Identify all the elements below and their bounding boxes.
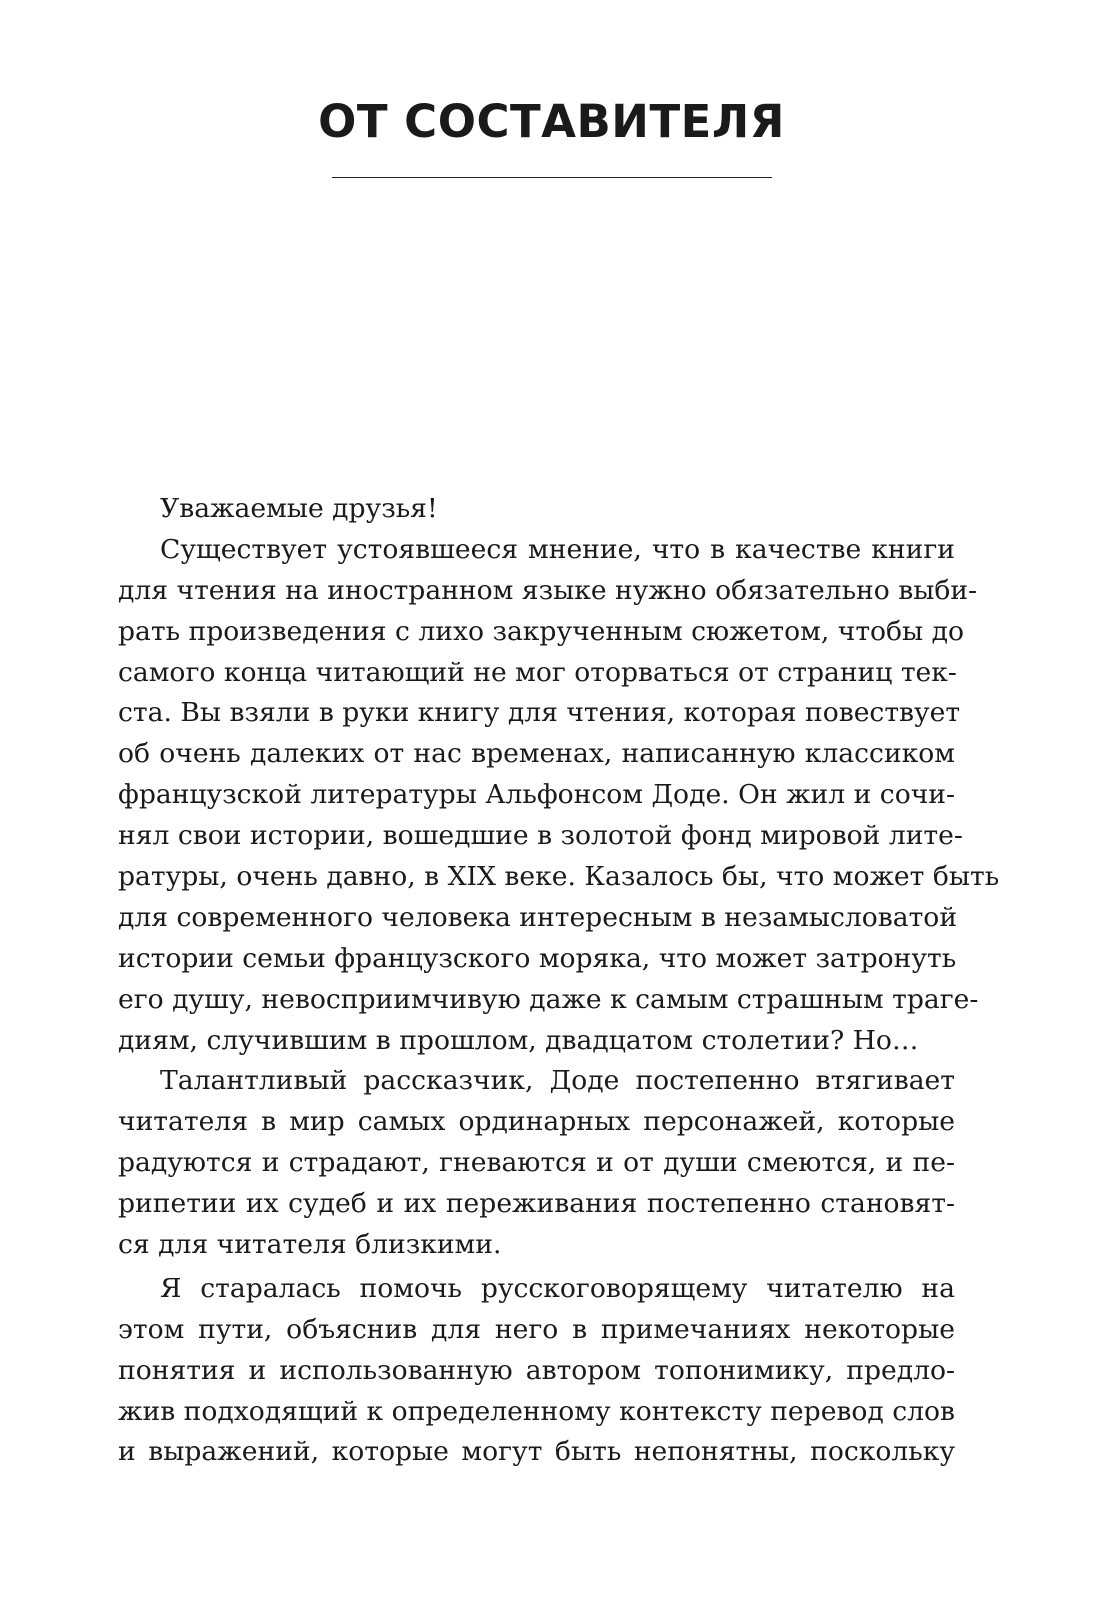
text-line: и выражений, которые могут быть непонятны, поскольку — [118, 1436, 955, 1468]
text-line: жив подходящий к определенному контексту перевод слов — [118, 1395, 956, 1427]
text-line: нял свои истории, вошедшие в золотой фонд мировой лите- — [118, 820, 963, 852]
text-line: рипетии их судеб и их переживания постепенно становят- — [118, 1188, 955, 1220]
paragraph-compiler-note — [118, 1269, 955, 1473]
text-line: читателя в мир самых ординарных персонажей, которые — [118, 1106, 955, 1138]
text-line: его душу, невосприимчивую даже к самым страшным траге- — [118, 983, 979, 1015]
paragraph-storyteller — [118, 1061, 955, 1265]
text-line: Я старалась помочь русскоговорящему читателю на — [160, 1272, 955, 1304]
text-line: диям, случившим в прошлом, двадцатом столетии? Но… — [118, 1024, 919, 1056]
text-line: Талантливый рассказчик, Доде постепенно втягивает — [160, 1065, 955, 1097]
text-line: Существует устоявшееся мнение, что в качестве книги — [160, 533, 955, 565]
paragraph-intro — [118, 530, 1000, 1062]
title-underline — [332, 177, 772, 178]
paragraph-greeting — [118, 489, 955, 530]
text-line: ратуры, очень давно, в XIX веке. Казалось бы, что может быть — [118, 861, 1000, 893]
text-line: для современного человека интересным в незамысловатой — [118, 901, 958, 933]
body-text — [118, 489, 1000, 1473]
text-line: самого конца читающий не мог оторваться от страниц тек- — [118, 656, 957, 688]
text-line: ста. Вы взяли в руки книгу для чтения, которая повествует — [118, 697, 961, 729]
text-line: понятия и использованную автором топонимику, предло- — [118, 1354, 955, 1386]
text-line: французской литературы Альфонсом Доде. Он жил и сочи- — [118, 779, 955, 811]
text-line: Уважаемые друзья! — [160, 493, 438, 524]
text-line: рать произведения с лихо закрученным сюжетом, чтобы до — [118, 615, 965, 647]
text-line: истории семьи французского моряка, что может затронуть — [118, 942, 957, 974]
text-line: этом пути, объяснив для него в примечаниях некоторые — [118, 1313, 955, 1345]
text-line: ся для читателя близкими. — [118, 1229, 502, 1261]
text-line: радуются и страдают, гневаются и от души смеются, и пе- — [118, 1147, 955, 1179]
text-line: для чтения на иностранном языке нужно обязательно выби- — [118, 574, 978, 606]
page-title: ОТ СОСТАВИТЕЛЯ — [318, 95, 785, 148]
text-line: об очень далеких от нас временах, написанную классиком — [118, 738, 955, 770]
